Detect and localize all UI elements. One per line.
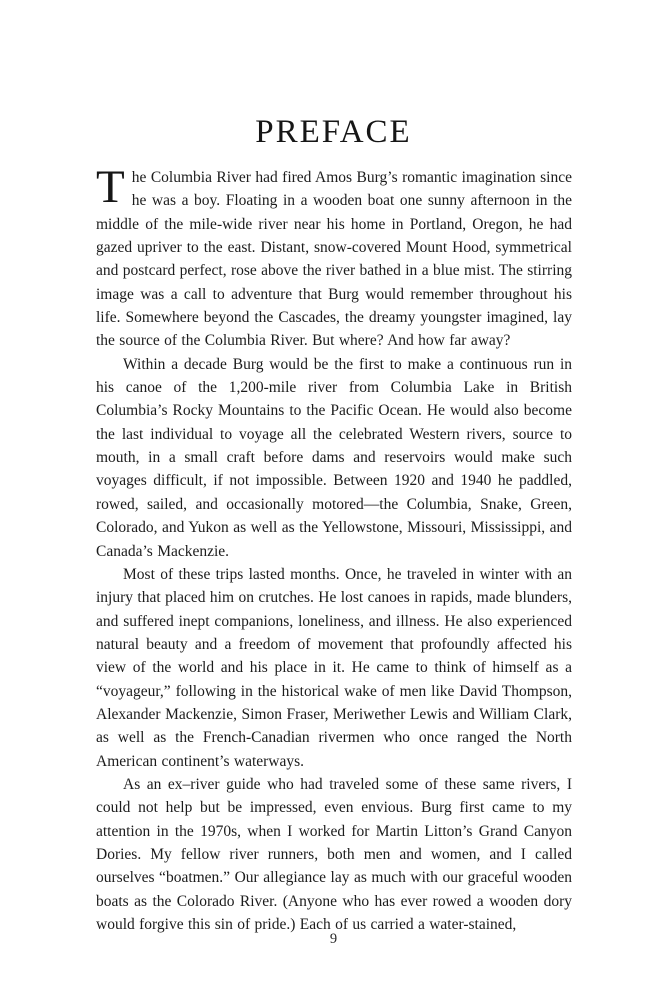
drop-cap: T [96, 161, 125, 213]
body-text [96, 161, 572, 936]
page-title: PREFACE [255, 114, 412, 151]
page-number: 9 [329, 931, 338, 947]
paragraph: Within a decade Burg would be the first to make a continuous run in his canoe of the 1,200-mile river from Columbia Lake in British Columbia’s Rocky Mountains to the Pacific Ocean. He would also become the last individual to voyage all the celebrated Western rivers, source to mouth, in a small craft before dams and reservoirs would make such voyages difficult, if not impossible. Between 1920 and 1940 he paddled, rowed, sailed, and occasionally motored—the Columbia, Snake, Green, Colorado, and Yukon as well as the Yellowstone, Missouri, Mississippi, and Canada’s Mackenzie. [96, 355, 572, 560]
paragraph-text: he Columbia River had fired Amos Burg’s romantic imagination since he was a boy. Floating in a wooden boat one sunny afternoon in the middle of the mile-wide river near his home in Portland, Oregon, he had gazed upriver to the east. Distant, snow-covered Mount Hood, symmetrical and postcard perfect, rose above the river bathed in a blue mist. The stirring image was a call to adventure that Burg would remember throughout his life. Somewhere beyond the Cascades, the dreamy youngster imagined, lay the source of the Columbia River. But where? And how far away? [96, 169, 572, 350]
paragraph [96, 161, 572, 353]
paragraph: Most of these trips lasted months. Once, he traveled in winter with an injury that placed him on crutches. He lost canoes in rapids, made blunders, and suffered inept companions, loneliness, and illness. He also experienced natural beauty and a freedom of movement that profoundly affected his view of the world and his place in it. He came to think of himself as a “voyageur,” following in the historical wake of men like David Thompson, Alexander Mackenzie, Simon Fraser, Meriwether Lewis and William Clark, as well as the French-Canadian rivermen who once ranged the North American continent’s waterways. [96, 565, 572, 770]
paragraph: As an ex–river guide who had traveled some of these same rivers, I could not help but be impressed, even envious. Burg first came to my attention in the 1970s, when I worked for Martin Litton’s Grand Canyon Dories. My fellow river runners, both men and women, and I called ourselves “boatmen.” Our allegiance lay as much with our graceful wooden boats as the Colorado River. (Anyone who has ever rowed a wooden dory would forgive this sin of pride.) Each of us carried a water-stained, [96, 775, 572, 933]
